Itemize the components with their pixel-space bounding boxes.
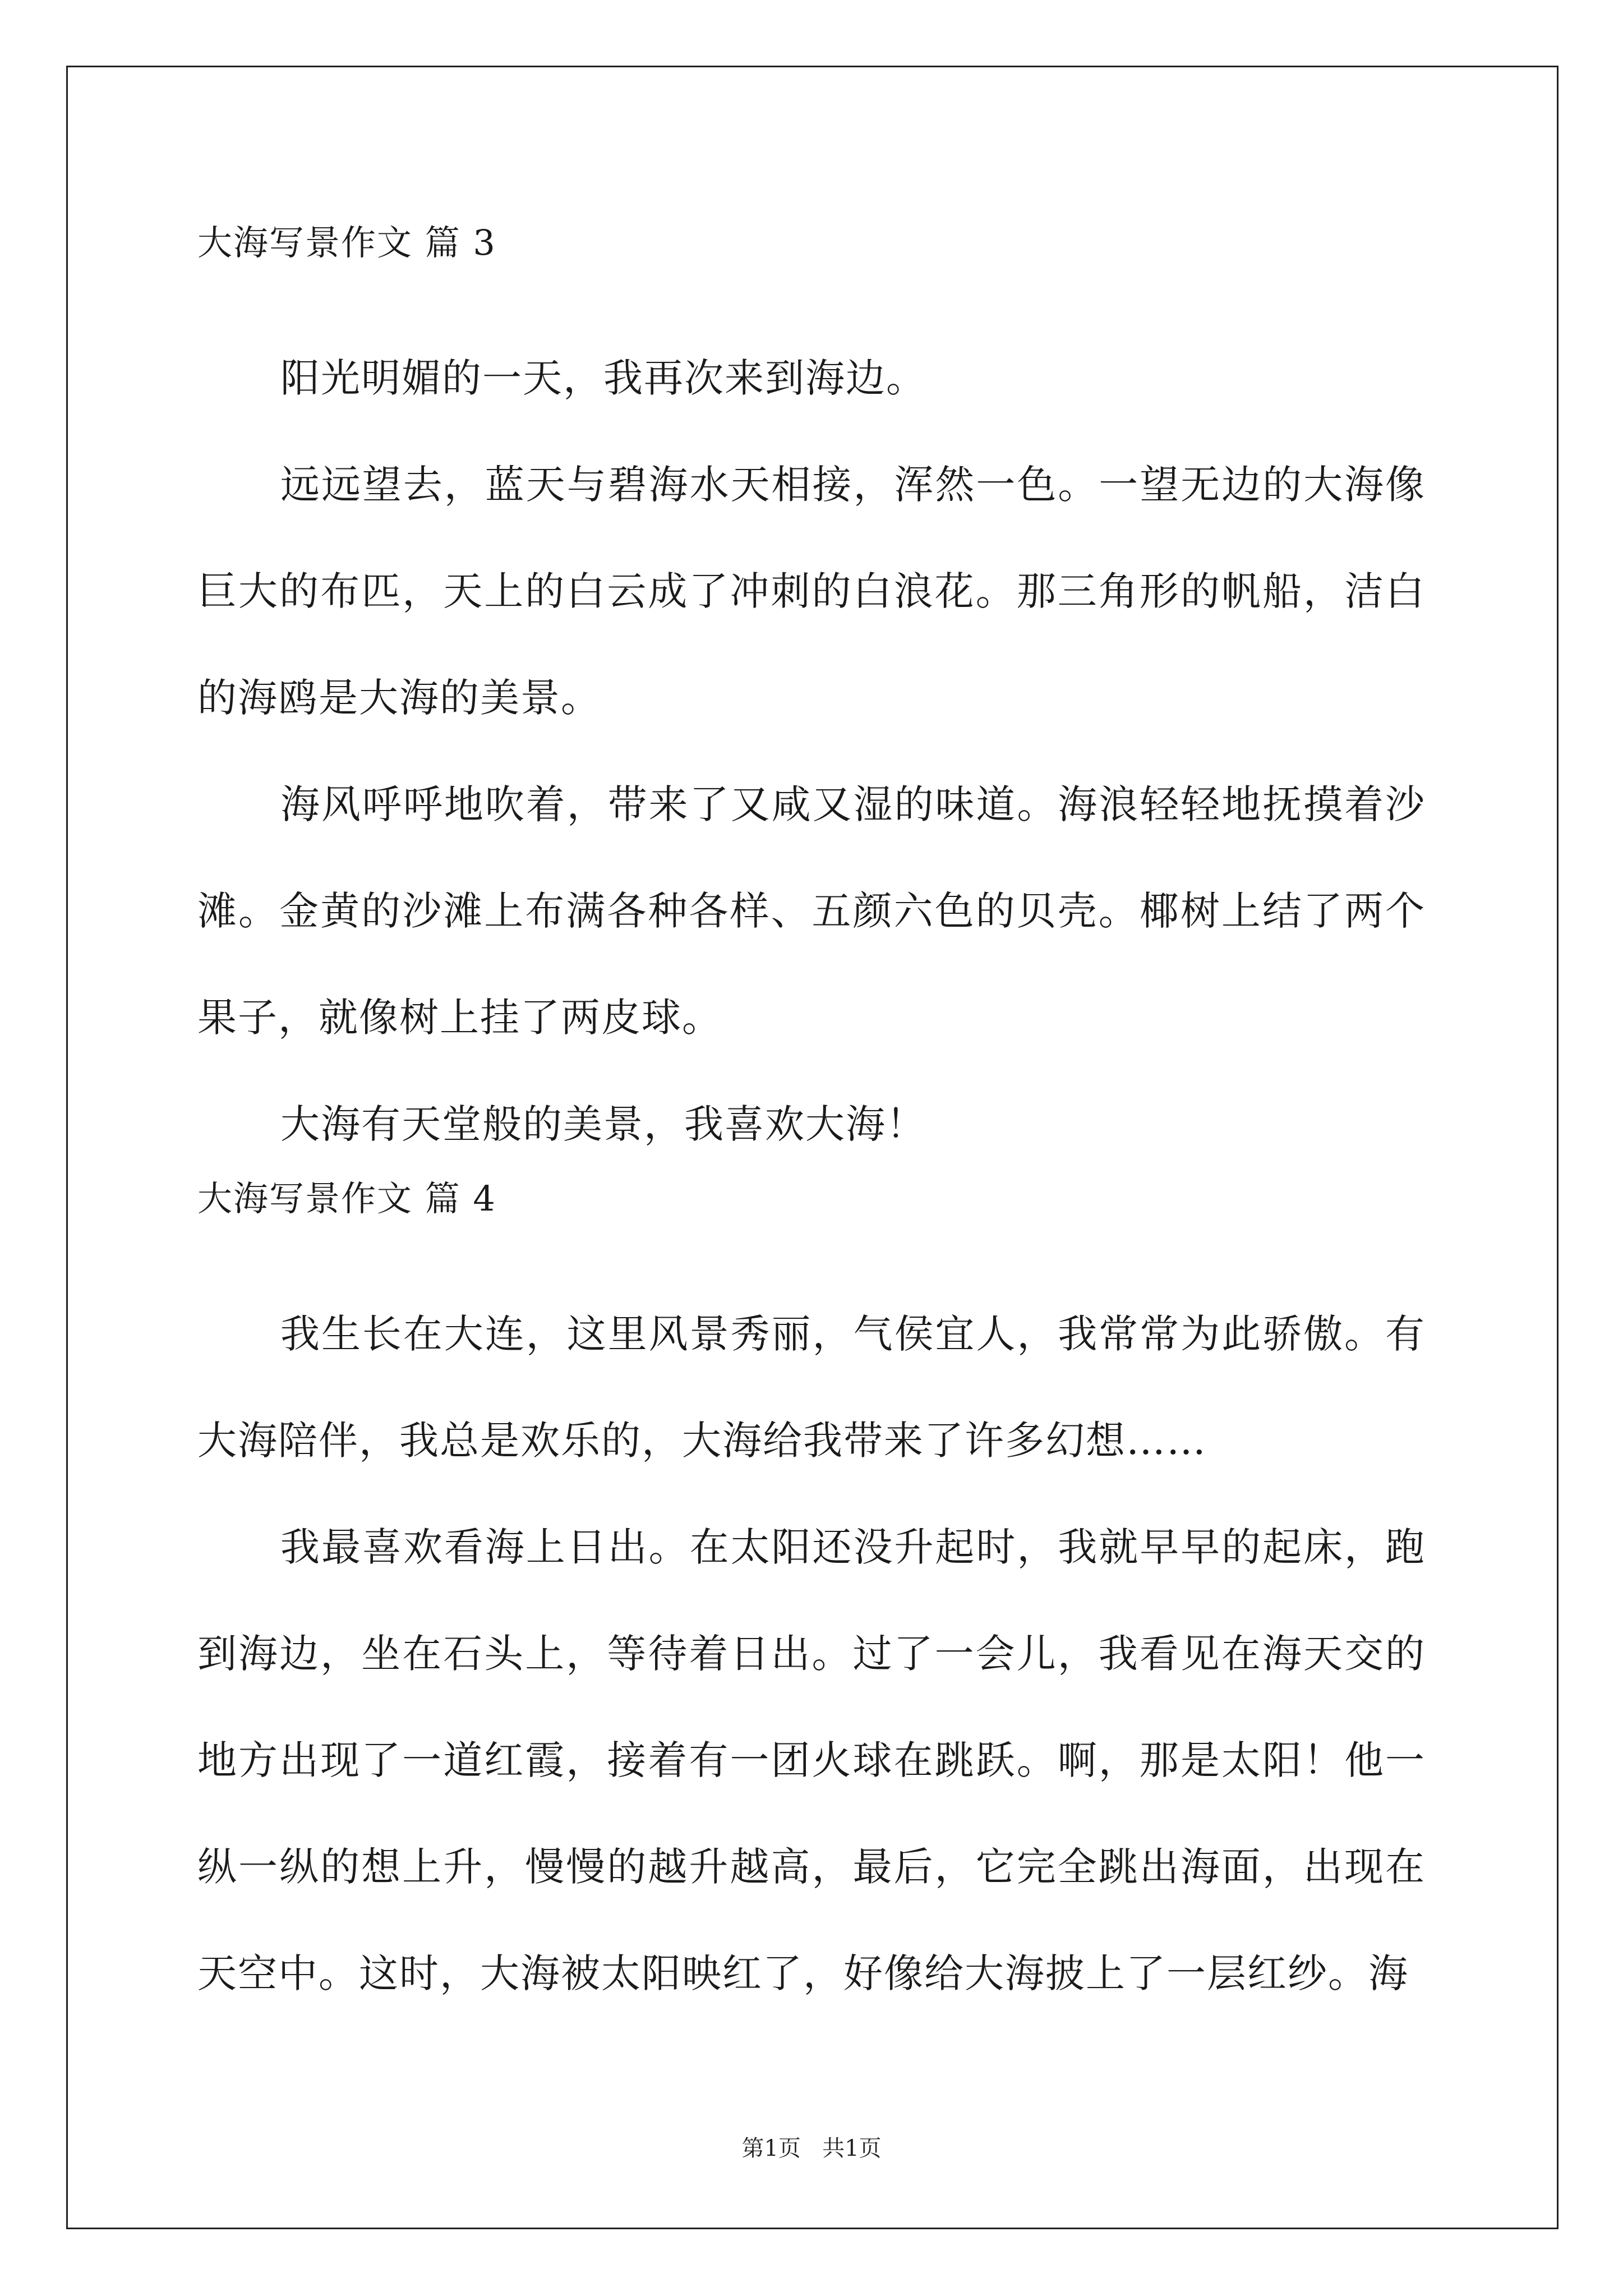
- section-title-3: 大海写景作文 篇 3: [197, 222, 496, 263]
- paragraph: 阳光明媚的一天，我再次来到海边。: [280, 355, 926, 401]
- paragraph: 我最喜欢看海上日出。在太阳还没升起时，我就早早的起床，跑到海边，坐在石头上，等待着日出。过了一会儿，我看见在海天交的地方出现了一道红霞，接着有一团火球在跳跃。啊，那是太阳！他一纵一纵的想上升，慢慢的越升越高，最后，它完全跳出海面，出现在天空中。这时，大海被太阳映红了，好像给大海披上了一层红纱。海: [197, 1524, 1426, 1996]
- page-total: 共1页: [822, 2136, 882, 2161]
- paragraph: 我生长在大连，这里风景秀丽，气侯宜人，我常常为此骄傲。有大海陪伴，我总是欢乐的，大海给我带来了许多幻想……: [197, 1311, 1426, 1464]
- paragraph: 海风呼呼地吹着，带来了又咸又湿的味道。海浪轻轻地抚摸着沙滩。金黄的沙滩上布满各种各样、五颜六色的贝壳。椰树上结了两个果子，就像树上挂了两皮球。: [197, 781, 1426, 1041]
- paragraph: 大海有天堂般的美景，我喜欢大海！: [280, 1101, 926, 1147]
- paragraph: 远远望去，蓝天与碧海水天相接，浑然一色。一望无边的大海像巨大的布匹，天上的白云成了冲刺的白浪花。那三角形的帆船，洁白的海鸥是大海的美景。: [197, 462, 1426, 721]
- page-number: 第1页: [741, 2136, 801, 2161]
- section-title-4: 大海写景作文 篇 4: [197, 1178, 496, 1219]
- document-body: [197, 222, 1426, 2027]
- page-footer: [0, 2132, 1623, 2165]
